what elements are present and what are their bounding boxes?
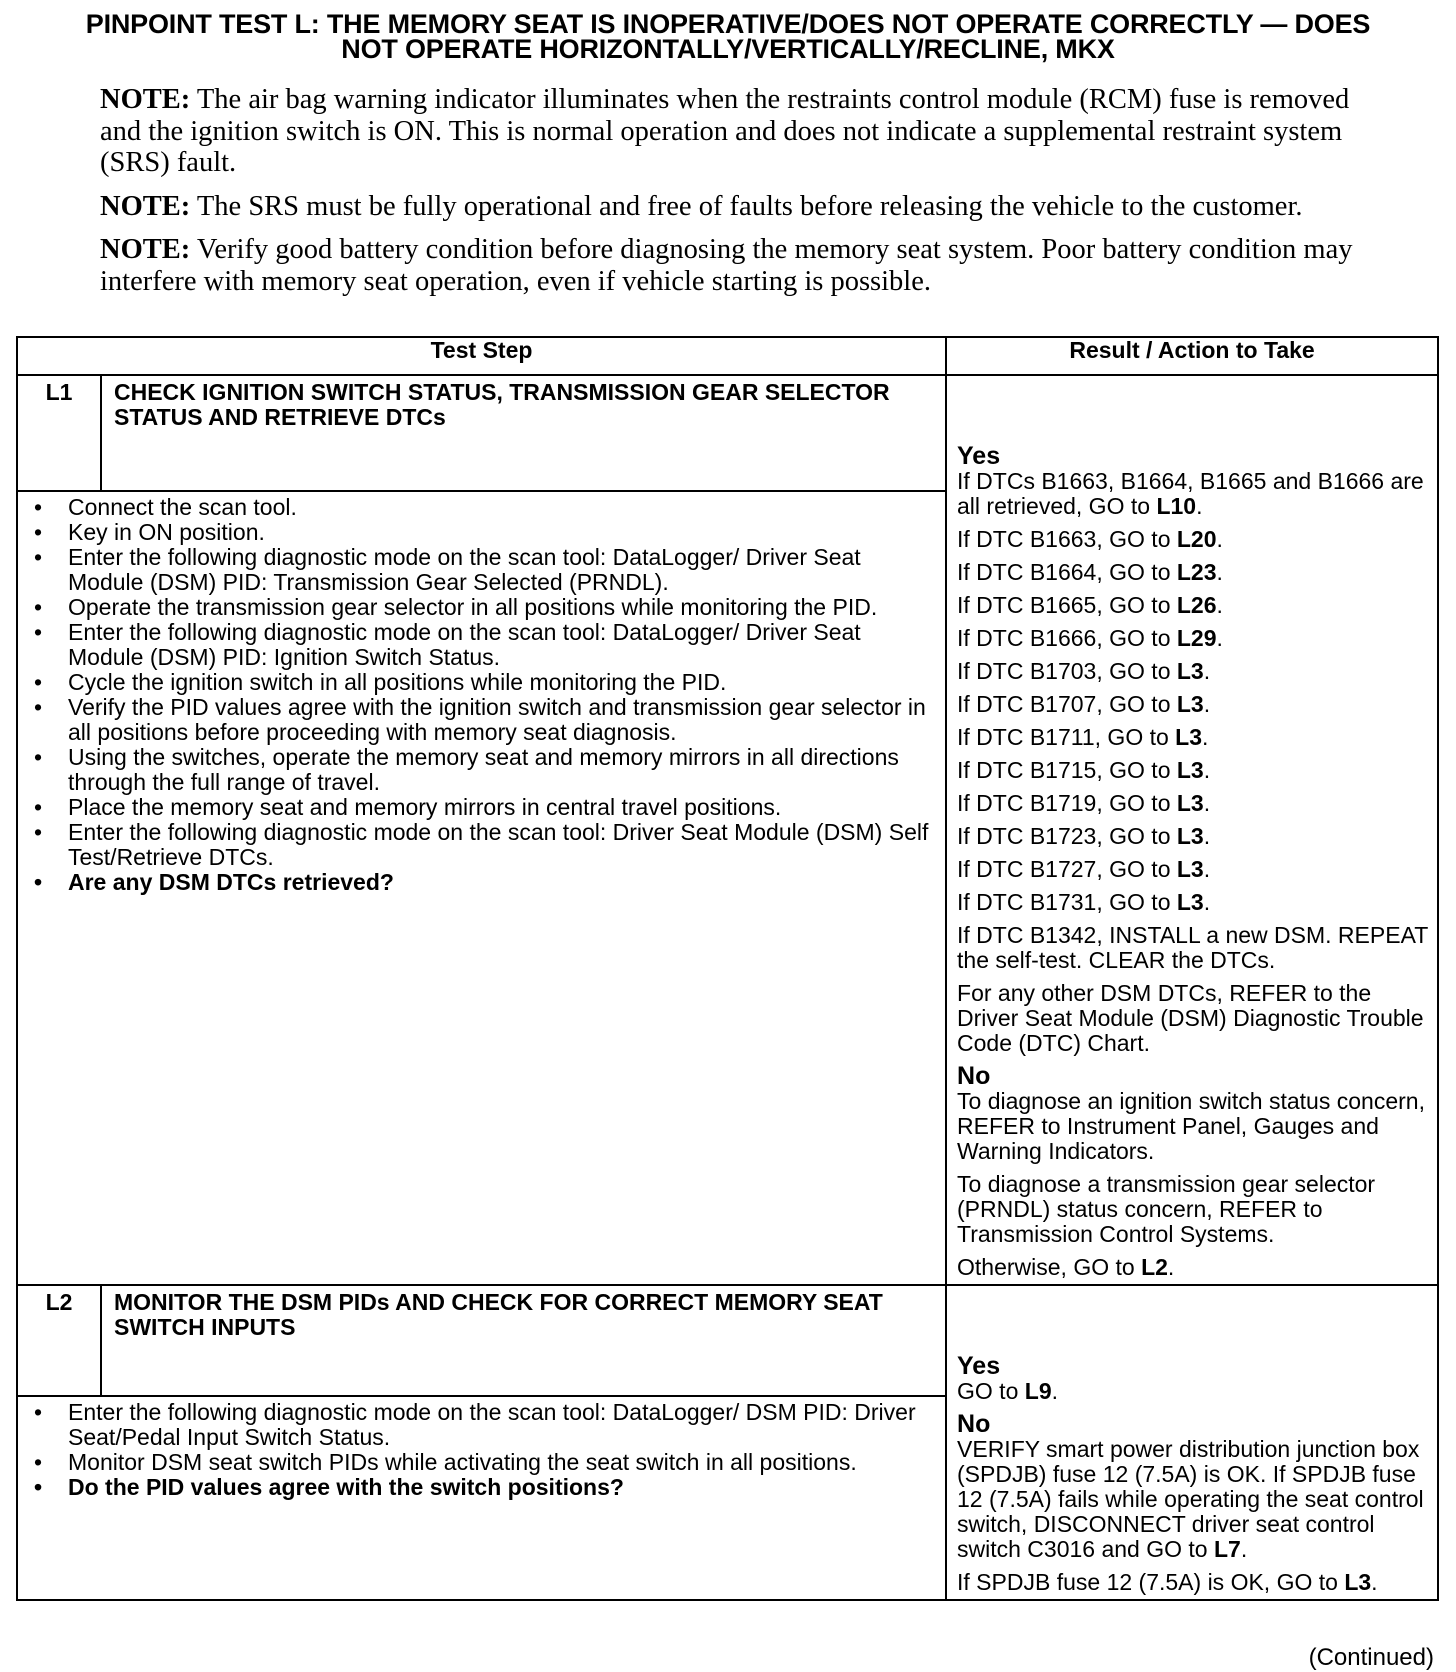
result-action <box>957 758 1431 783</box>
result-goto-step: L23 <box>1176 559 1217 585</box>
step-title-row <box>17 375 1438 491</box>
result-action-text: If DTC B1663, GO to <box>957 526 1177 552</box>
result-action-text: If DTCs B1663, B1664, B1665 and B1666 are all retrieved, GO to <box>957 468 1424 519</box>
result-goto-step: L7 <box>1213 1536 1241 1562</box>
result-action <box>957 1172 1431 1247</box>
result-action-text: VERIFY smart power distribution junction box (SPDJB) fuse 12 (7.5A) is OK. If SPDJB fuse 12 (7.5A) fails while operating the seat control switch, DISCONNECT driver seat control switch C3016 and GO to <box>957 1436 1424 1562</box>
result-action-text: If DTC B1664, GO to <box>957 559 1177 585</box>
pinpoint-test-table <box>16 336 1439 1601</box>
result-action-tail: . <box>1240 1536 1248 1562</box>
result-goto-step: L2 <box>1141 1254 1168 1280</box>
step-procedure-cell <box>17 1396 946 1600</box>
note-text: The air bag warning indicator illuminates when the restraints control module (RCM) fuse is removed and the ignition switch is ON. This is normal operation and does not indicate a supplemental restraint system (SRS) fault. <box>100 84 1350 178</box>
result-action <box>957 659 1431 684</box>
result-action-text: Otherwise, GO to <box>957 1254 1142 1280</box>
result-action-text: If DTC B1342, INSTALL a new DSM. REPEAT the self-test. CLEAR the DTCs. <box>957 922 1428 973</box>
result-action-tail: . <box>1216 625 1223 651</box>
result-action-tail: . <box>1203 823 1211 849</box>
procedure-step: • Monitor DSM seat switch PIDs while activating the seat switch in all positions. <box>34 1450 937 1475</box>
result-goto-step: L3 <box>1176 691 1204 717</box>
result-goto-step: L9 <box>1024 1378 1052 1404</box>
result-action-tail: . <box>1216 559 1223 585</box>
step-title-row <box>17 1285 1438 1396</box>
result-action-tail: . <box>1371 1569 1378 1595</box>
result-action-tail: . <box>1203 790 1211 816</box>
result-action <box>957 692 1431 717</box>
result-no-label: No <box>957 1410 991 1438</box>
result-yes-list <box>957 1379 1431 1404</box>
result-action-tail: . <box>1203 691 1211 717</box>
result-action-text: If DTC B1727, GO to <box>957 856 1177 882</box>
procedure-step: • Key in ON position. <box>34 520 937 545</box>
result-goto-step: L29 <box>1176 625 1217 651</box>
result-action <box>957 527 1431 552</box>
result-action <box>957 1089 1431 1164</box>
result-goto-step: L26 <box>1176 592 1217 618</box>
page-title <box>14 9 1442 64</box>
result-action-text: To diagnose an ignition switch status concern, REFER to Instrument Panel, Gauges and Warning Indicators. <box>957 1088 1425 1164</box>
result-action-text: If DTC B1715, GO to <box>957 757 1177 783</box>
result-action <box>957 593 1431 618</box>
note-label: NOTE: <box>100 190 191 222</box>
result-action <box>957 560 1431 585</box>
result-yes-list <box>957 469 1431 1056</box>
result-action <box>957 857 1431 882</box>
result-action-tail: . <box>1167 1254 1175 1280</box>
result-action <box>957 1437 1431 1562</box>
result-action-text: If DTC B1731, GO to <box>957 889 1177 915</box>
result-action <box>957 469 1431 519</box>
result-action-text: If DTC B1723, GO to <box>957 823 1177 849</box>
title-line-1: PINPOINT TEST L: THE MEMORY SEAT IS INOPERATIVE/DOES NOT OPERATE CORRECTLY — DOES <box>85 9 1371 39</box>
result-action-tail: . <box>1051 1378 1058 1404</box>
procedure-step: • Enter the following diagnostic mode on the scan tool: DataLogger/ Driver Seat Module (DSM) PID: Ignition Switch Status. <box>34 620 937 670</box>
note <box>100 234 1360 297</box>
result-action-tail: . <box>1203 889 1211 915</box>
step-id: L1 <box>17 375 101 491</box>
result-action <box>957 626 1431 651</box>
note-label: NOTE: <box>100 234 191 265</box>
result-goto-step: L10 <box>1156 493 1197 519</box>
procedure-step: • Enter the following diagnostic mode on the scan tool: Driver Seat Module (DSM) Self Test/Retrieve DTCs. <box>34 820 937 870</box>
result-goto-step: L3 <box>1176 790 1204 816</box>
result-goto-step: L3 <box>1176 856 1204 882</box>
result-action <box>957 824 1431 849</box>
result-action-text: If DTC B1666, GO to <box>957 625 1177 651</box>
result-action-text: If DTC B1711, GO to <box>957 724 1176 750</box>
procedure-list <box>34 1400 937 1500</box>
result-action-tail: . <box>1203 856 1211 882</box>
result-action <box>957 1379 1431 1404</box>
table-header-row <box>17 337 1438 375</box>
header-test-step: Test Step <box>17 337 946 375</box>
result-action-tail: . <box>1196 493 1203 519</box>
result-action <box>957 1570 1431 1595</box>
procedure-step: • Connect the scan tool. <box>34 495 937 520</box>
result-action-text: For any other DSM DTCs, REFER to the Driver Seat Module (DSM) Diagnostic Trouble Code (DTC) Chart. <box>957 980 1424 1056</box>
result-action-text: If DTC B1719, GO to <box>957 790 1177 816</box>
result-action-tail: . <box>1202 724 1209 750</box>
result-goto-step: L3 <box>1176 757 1204 783</box>
note-text: Verify good battery condition before diagnosing the memory seat system. Poor battery condition may interfere with memory seat operation, even if vehicle starting is possible. <box>100 234 1353 297</box>
result-action-text: If DTC B1707, GO to <box>957 691 1177 717</box>
step-result-cell <box>946 375 1438 1285</box>
procedure-step: • Enter the following diagnostic mode on the scan tool: DataLogger/ DSM PID: Driver Seat/Pedal Input Switch Status. <box>34 1400 937 1450</box>
continued-label: (Continued) <box>1308 1644 1434 1671</box>
result-goto-step: L3 <box>1176 658 1204 684</box>
step-id: L2 <box>17 1285 101 1396</box>
result-action-text: If DTC B1665, GO to <box>957 592 1177 618</box>
result-yes-label: Yes <box>957 442 1001 470</box>
result-no-list <box>957 1437 1431 1595</box>
procedure-step: • Enter the following diagnostic mode on the scan tool: DataLogger/ Driver Seat Module (DSM) PID: Transmission Gear Selected (PRNDL). <box>34 545 937 595</box>
result-no-list <box>957 1089 1431 1280</box>
result-action <box>957 725 1431 750</box>
procedure-step: • Place the memory seat and memory mirrors in central travel positions. <box>34 795 937 820</box>
result-goto-step: L3 <box>1175 724 1203 750</box>
result-goto-step: L3 <box>1176 889 1204 915</box>
step-result-cell <box>946 1285 1438 1600</box>
note <box>100 191 1360 223</box>
result-action <box>957 791 1431 816</box>
procedure-question: • Do the PID values agree with the switch positions? <box>34 1475 937 1500</box>
result-action-text: If DTC B1703, GO to <box>957 658 1177 684</box>
procedure-step: • Cycle the ignition switch in all positions while monitoring the PID. <box>34 670 937 695</box>
step-name: MONITOR THE DSM PIDs AND CHECK FOR CORRECT MEMORY SEAT SWITCH INPUTS <box>101 1285 946 1396</box>
result-action <box>957 890 1431 915</box>
result-action <box>957 981 1431 1056</box>
header-result-action: Result / Action to Take <box>946 337 1438 375</box>
result-action-tail: . <box>1216 592 1223 618</box>
result-action-text: If SPDJB fuse 12 (7.5A) is OK, GO to <box>957 1569 1345 1595</box>
procedure-step: • Verify the PID values agree with the ignition switch and transmission gear selector in all positions before proceeding with memory seat diagnosis. <box>34 695 937 745</box>
result-goto-step: L3 <box>1176 823 1204 849</box>
step-name: CHECK IGNITION SWITCH STATUS, TRANSMISSION GEAR SELECTOR STATUS AND RETRIEVE DTCs <box>101 375 946 491</box>
result-action-tail: . <box>1203 658 1211 684</box>
note <box>100 84 1360 179</box>
procedure-step: • Operate the transmission gear selector in all positions while monitoring the PID. <box>34 595 937 620</box>
procedure-step: • Using the switches, operate the memory seat and memory mirrors in all directions through the full range of travel. <box>34 745 937 795</box>
result-action <box>957 1255 1431 1280</box>
result-action <box>957 923 1431 973</box>
title-line-2: NOT OPERATE HORIZONTALLY/VERTICALLY/RECLINE, MKX <box>341 34 1115 64</box>
procedure-question: • Are any DSM DTCs retrieved? <box>34 870 937 895</box>
result-action-tail: . <box>1203 757 1211 783</box>
result-action-text: To diagnose a transmission gear selector (PRNDL) status concern, REFER to Transmission Control Systems. <box>957 1171 1376 1247</box>
result-no-label: No <box>957 1062 991 1090</box>
notes-section <box>100 84 1360 309</box>
note-label: NOTE: <box>100 84 191 115</box>
procedure-list <box>34 495 937 895</box>
result-action-tail: . <box>1216 526 1223 552</box>
result-goto-step: L20 <box>1176 526 1217 552</box>
result-action-text: GO to <box>957 1378 1025 1404</box>
result-goto-step: L3 <box>1344 1569 1372 1595</box>
step-procedure-cell <box>17 491 946 1285</box>
result-yes-label: Yes <box>957 1352 1001 1380</box>
note-text: The SRS must be fully operational and free of faults before releasing the vehicle to the customer. <box>196 190 1303 222</box>
